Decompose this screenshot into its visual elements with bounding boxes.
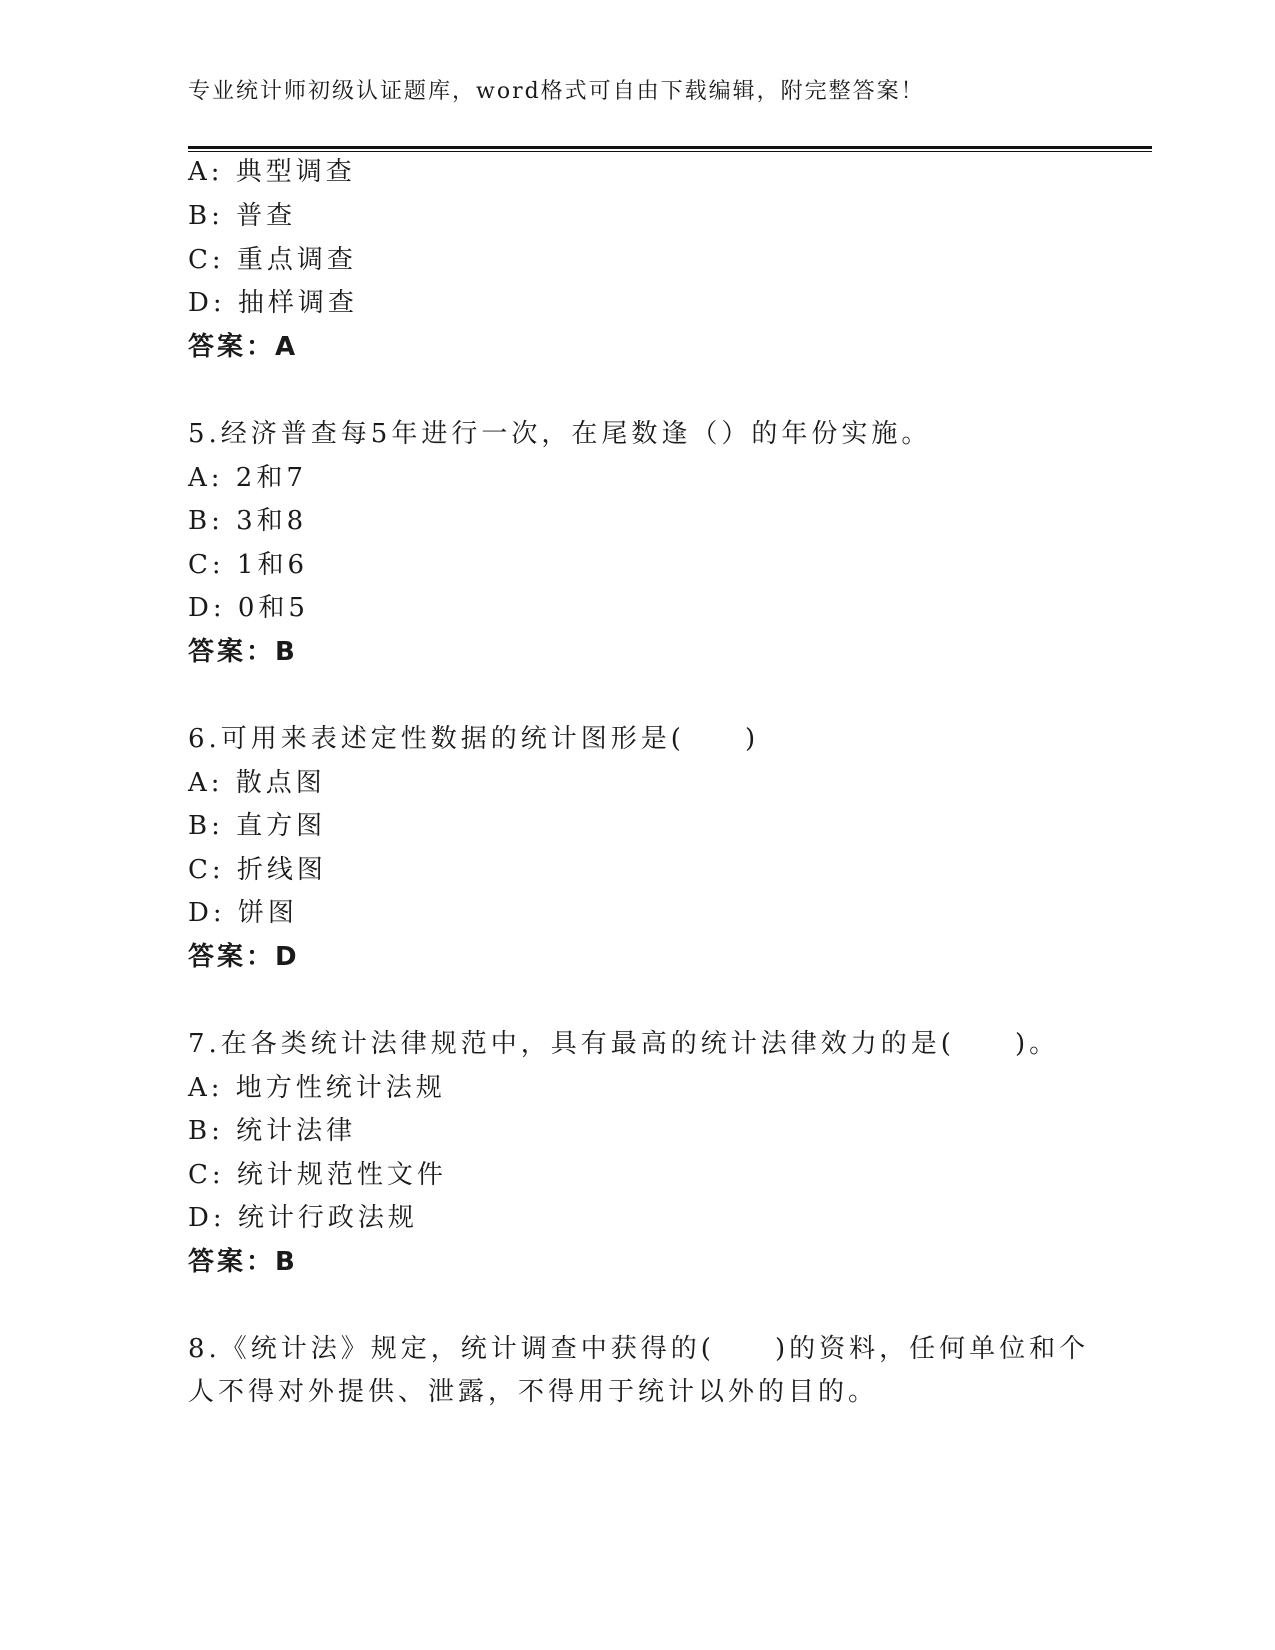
q8-stem-line1: 8.《统计法》规定，统计调查中获得的( )的资料，任何单位和个 [188, 1334, 1090, 1364]
q5-option-a: A: 2和7 [188, 463, 307, 493]
q4-answer: 答案：A [188, 332, 299, 362]
q6-option-d: D: 饼图 [188, 898, 298, 928]
header-rule-thin [188, 151, 1152, 152]
q4-option-d: D: 抽样调查 [188, 288, 358, 318]
q5-option-c: C: 1和6 [188, 550, 309, 580]
q7-option-c: C: 统计规范性文件 [188, 1160, 447, 1190]
q7-option-b: B: 统计法律 [188, 1116, 357, 1146]
q4-option-b: B: 普查 [188, 201, 297, 231]
q6-option-c: C: 折线图 [188, 855, 327, 885]
q4-option-c: C: 重点调查 [188, 245, 357, 275]
q7-stem: 7.在各类统计法律规范中，具有最高的统计法律效力的是( )。 [188, 1029, 1060, 1059]
q7-answer: 答案：B [188, 1247, 298, 1277]
q8-stem-line2: 人不得对外提供、泄露，不得用于统计以外的目的。 [188, 1377, 879, 1407]
header-rule [188, 146, 1152, 149]
q6-option-a: A: 散点图 [188, 768, 326, 798]
q5-answer: 答案：B [188, 637, 298, 667]
q5-stem: 5.经济普查每5年进行一次，在尾数逢（）的年份实施。 [188, 419, 932, 449]
page-header: 专业统计师初级认证题库，word格式可自由下载编辑，附完整答案！ [188, 79, 925, 104]
q7-option-d: D: 统计行政法规 [188, 1203, 418, 1233]
q6-stem: 6.可用来表述定性数据的统计图形是( ) [188, 724, 760, 754]
q5-option-b: B: 3和8 [188, 506, 308, 536]
q7-option-a: A: 地方性统计法规 [188, 1073, 446, 1103]
q6-answer: 答案：D [188, 942, 300, 972]
q6-option-b: B: 直方图 [188, 811, 327, 841]
q4-option-a: A: 典型调查 [188, 157, 356, 187]
q5-option-d: D: 0和5 [188, 593, 309, 623]
